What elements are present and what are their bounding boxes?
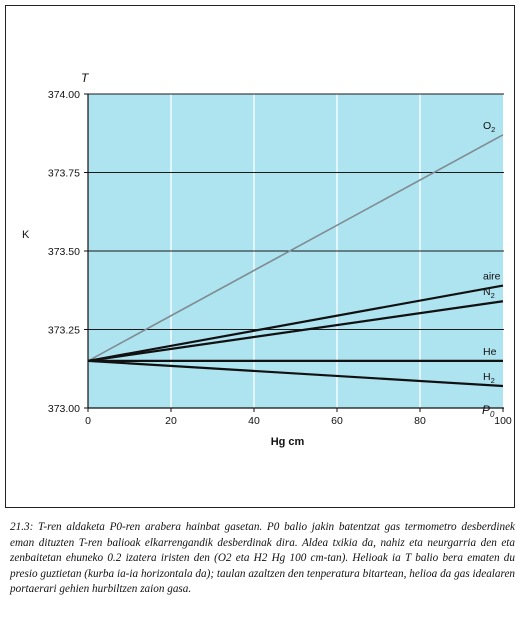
y-axis-symbol: T bbox=[81, 71, 89, 85]
y-tick-label: 373.00 bbox=[47, 403, 80, 415]
x-tick-label: 60 bbox=[331, 415, 343, 427]
figure-caption: 21.3: T-ren aldaketa P0-ren arabera hainbat gasetan. P0 balio jakin batentzat gas termometro desberdinek eman dituzten T-ren balioak elkarrengandik desberdinak dira. Aldea txikia da, nahiz eta neurgarria den eta zenbaitetan ehuneko 0.2 izatera iristen den (O2 eta H2 Hg 100 cm-tan). Helioak ia T balio bera ematen du presio guztietan (kurba ia-ia horizontala da); taulan azaltzen den tenperatura bitartean, helioa da gas idealaren portaerari gehien hurbiltzen zaion gasa. bbox=[10, 521, 515, 595]
temperature-pressure-chart bbox=[6, 6, 513, 506]
x-tick-label: 80 bbox=[414, 415, 426, 427]
series-label: $O_2$ bbox=[483, 119, 496, 134]
figure-frame bbox=[5, 5, 515, 508]
series-label: aire bbox=[483, 270, 501, 283]
x-tick-label: 40 bbox=[248, 415, 260, 427]
x-symbol-base: P bbox=[482, 403, 491, 417]
x-tick-label: 0 bbox=[85, 415, 91, 427]
series-label: He bbox=[483, 345, 497, 358]
x-symbol-sub: 0 bbox=[490, 410, 495, 419]
x-tick-label: 20 bbox=[165, 415, 177, 427]
y-tick-label: 373.25 bbox=[47, 324, 80, 337]
y-axis-label: K bbox=[22, 229, 30, 241]
y-tick-label: 373.75 bbox=[47, 167, 80, 180]
series-label: $H_2$ bbox=[483, 371, 495, 386]
x-tick-label: 100 bbox=[494, 415, 512, 427]
x-axis-label: Hg cm bbox=[270, 436, 305, 448]
series-label: $N_2$ bbox=[483, 286, 495, 301]
y-tick-label: 374.00 bbox=[47, 89, 80, 101]
y-tick-label: 373.50 bbox=[47, 246, 80, 258]
